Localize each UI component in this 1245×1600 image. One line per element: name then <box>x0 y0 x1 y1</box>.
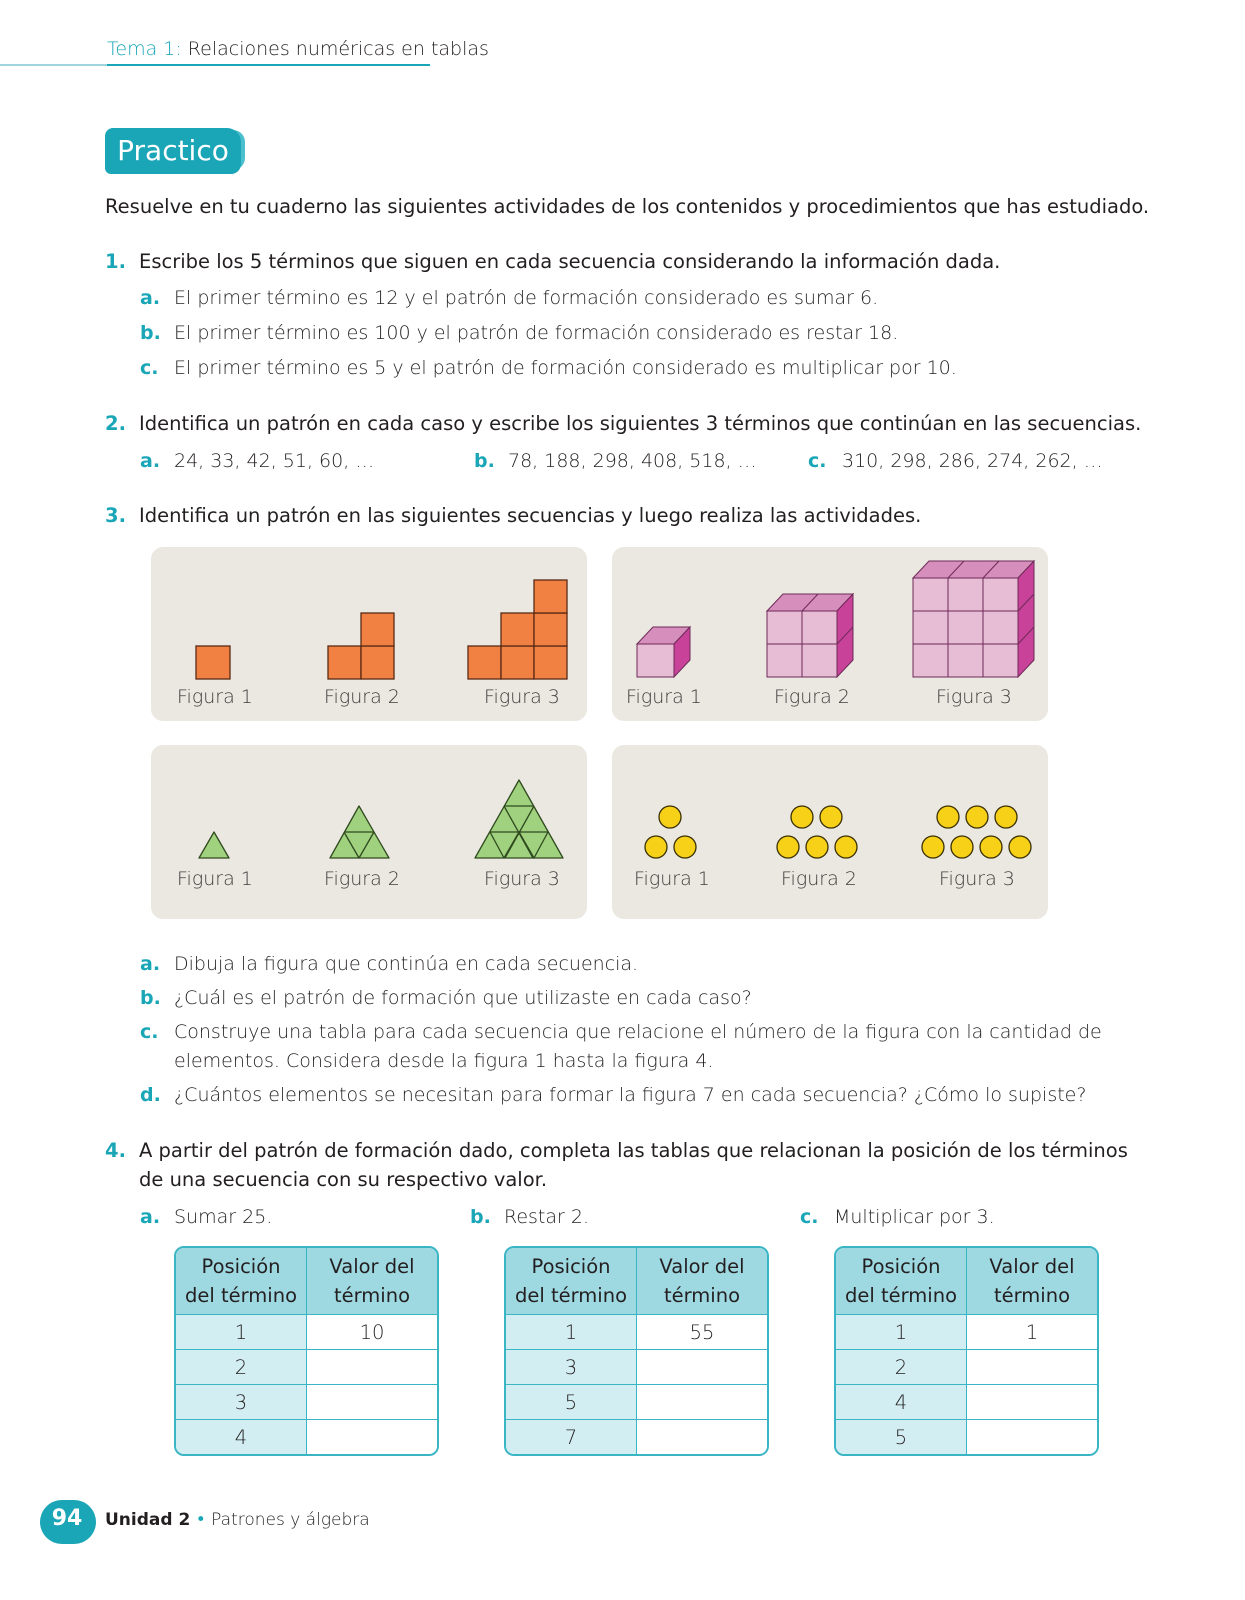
table-row: 7 <box>506 1420 767 1454</box>
question-number: 3. <box>105 504 126 527</box>
table-row: 1 55 <box>506 1315 767 1350</box>
footer-separator: • <box>195 1510 206 1530</box>
column-header: Valor del término <box>637 1248 767 1315</box>
q4-rule-b <box>470 1206 589 1228</box>
column-header: Valor del término <box>967 1248 1097 1315</box>
q1-item-b <box>140 322 898 344</box>
table-row: 5 <box>506 1385 767 1420</box>
item-letter: c. <box>140 357 159 379</box>
item-letter: a. <box>140 287 161 309</box>
table-row: 5 <box>836 1420 1097 1454</box>
item-text: ¿Cuál es el patrón de formación que utilizaste en cada caso? <box>174 987 752 1009</box>
item-letter: b. <box>474 450 495 472</box>
header-title: Relaciones numéricas en tablas <box>187 38 489 60</box>
table-row: 3 <box>176 1385 437 1420</box>
table-multiplicar <box>834 1246 1099 1456</box>
table-row: 2 <box>176 1350 437 1385</box>
figure-label: Figura 1 <box>626 686 702 708</box>
footer-unit <box>105 1510 370 1530</box>
intro-text: Resuelve en tu cuaderno las siguientes actividades de los contenidos y procedimientos que has estudiado. <box>105 195 1150 218</box>
column-header: Valor del término <box>307 1248 437 1315</box>
table-row: 4 <box>836 1385 1097 1420</box>
q4-rule-a <box>140 1206 272 1228</box>
item-text: 78, 188, 298, 408, 518, … <box>508 450 757 472</box>
item-letter: c. <box>140 1021 159 1043</box>
item-text: El primer término es 100 y el patrón de formación considerado es restar 18. <box>174 322 899 344</box>
figure-label: Figura 3 <box>939 868 1015 890</box>
question-4-continuation: de una secuencia con su respectivo valor. <box>139 1168 548 1191</box>
figure-label: Figura 2 <box>324 686 400 708</box>
question-text: Identifica un patrón en cada caso y escribe los siguientes 3 términos que continúan en las secuencias. <box>139 412 1142 435</box>
item-letter: b. <box>470 1206 491 1228</box>
figure-label: Figura 3 <box>936 686 1012 708</box>
figure-label: Figura 1 <box>177 868 253 890</box>
table-row: 1 1 <box>836 1315 1097 1350</box>
figure-label: Figura 1 <box>634 868 710 890</box>
column-header: Posición del término <box>506 1248 637 1315</box>
q3-item-b <box>140 987 752 1009</box>
table-restar <box>504 1246 769 1456</box>
q1-item-c <box>140 357 957 379</box>
question-number: 4. <box>105 1139 126 1162</box>
question-text: Escribe los 5 términos que siguen en cada secuencia considerando la información dada. <box>139 250 1001 273</box>
figure-label: Figura 2 <box>324 868 400 890</box>
item-text: El primer término es 5 y el patrón de formación considerado es multiplicar por 10. <box>174 357 957 379</box>
sequence-panel-cubes <box>612 547 1048 721</box>
item-letter: c. <box>800 1206 819 1228</box>
item-text: Restar 2. <box>504 1206 590 1228</box>
q3-item-d <box>140 1084 1086 1106</box>
figure-label: Figura 2 <box>774 686 850 708</box>
item-text: ¿Cuántos elementos se necesitan para formar la figura 7 en cada secuencia? ¿Cómo lo supiste? <box>174 1084 1087 1106</box>
yellow-circles-figure <box>612 745 1048 919</box>
column-header: Posición del término <box>836 1248 967 1315</box>
item-letter: a. <box>140 953 161 975</box>
item-letter: a. <box>140 450 161 472</box>
figure-label: Figura 3 <box>484 868 560 890</box>
table-row: 3 <box>506 1350 767 1385</box>
q2-item-a <box>140 450 374 472</box>
item-text: Sumar 25. <box>174 1206 273 1228</box>
item-letter: b. <box>140 987 161 1009</box>
item-text: 310, 298, 286, 274, 262, … <box>842 450 1103 472</box>
figure-label: Figura 3 <box>484 686 560 708</box>
header-tema: Tema 1: <box>107 38 182 60</box>
footer-topic: Patrones y álgebra <box>211 1510 370 1530</box>
question-text: Identifica un patrón en las siguientes secuencias y luego realiza las actividades. <box>139 504 922 527</box>
sequence-panel-triangles <box>151 745 587 919</box>
column-header: Posición del término <box>176 1248 307 1315</box>
item-text: 24, 33, 42, 51, 60, … <box>174 450 375 472</box>
table-row: 2 <box>836 1350 1097 1385</box>
item-text: El primer término es 12 y el patrón de formación considerado es sumar 6. <box>174 287 879 309</box>
item-text: Construye una tabla para cada secuencia que relacione el número de la figura con la cantidad de <box>174 1021 1102 1043</box>
figure-label: Figura 2 <box>781 868 857 890</box>
sequence-panel-squares <box>151 547 587 721</box>
item-letter: b. <box>140 322 161 344</box>
q3-item-c <box>140 1021 1102 1043</box>
header-underline-accent <box>107 64 430 66</box>
question-3 <box>105 504 921 527</box>
figure-label: Figura 1 <box>177 686 253 708</box>
q2-item-b <box>474 450 757 472</box>
page-header <box>107 38 489 60</box>
question-1 <box>105 250 1000 273</box>
table-sumar <box>174 1246 439 1456</box>
table-row: 4 <box>176 1420 437 1454</box>
section-badge: Practico <box>105 128 241 174</box>
question-2 <box>105 412 1141 435</box>
green-triangles-figure <box>151 745 587 919</box>
q1-item-a <box>140 287 878 309</box>
item-letter: a. <box>140 1206 161 1228</box>
item-letter: d. <box>140 1084 161 1106</box>
sequence-panel-circles <box>612 745 1048 919</box>
item-letter: c. <box>808 450 827 472</box>
question-number: 2. <box>105 412 126 435</box>
q3-item-c-continuation: elementos. Considera desde la figura 1 hasta la figura 4. <box>174 1050 714 1072</box>
question-number: 1. <box>105 250 126 273</box>
item-text: Multiplicar por 3. <box>834 1206 995 1228</box>
q2-item-c <box>808 450 1103 472</box>
footer-unit-label: Unidad 2 <box>105 1510 191 1530</box>
item-text: Dibuja la figura que continúa en cada secuencia. <box>174 953 639 975</box>
question-text: A partir del patrón de formación dado, completa las tablas que relacionan la posición de los términos <box>139 1139 1128 1162</box>
question-4 <box>105 1139 1128 1162</box>
q3-item-a <box>140 953 638 975</box>
table-row: 1 10 <box>176 1315 437 1350</box>
page-number: 94 <box>51 1506 83 1531</box>
q4-rule-c <box>800 1206 995 1228</box>
